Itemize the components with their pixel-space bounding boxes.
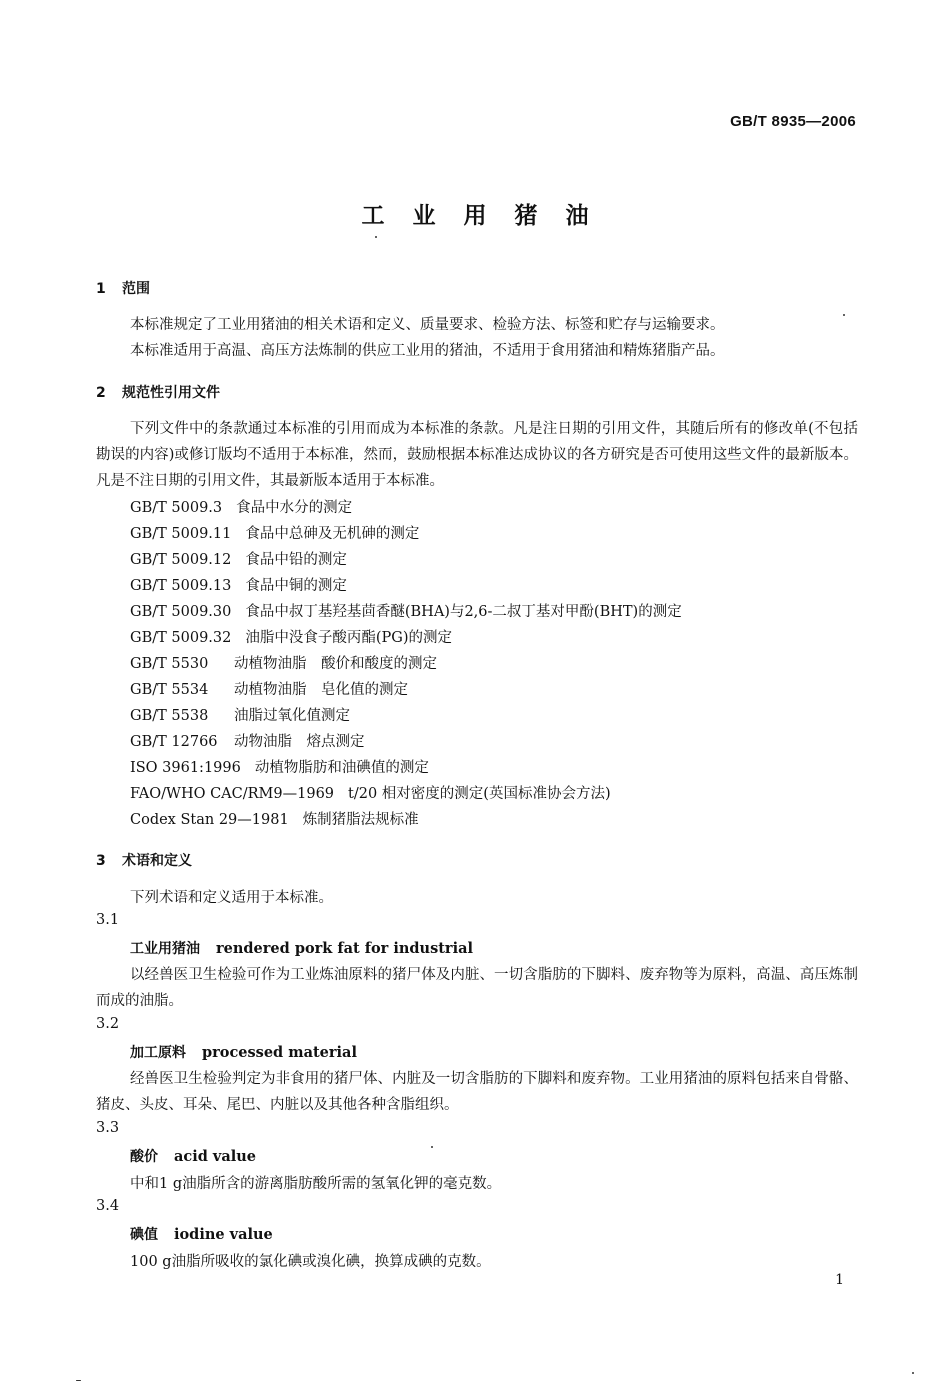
reference-item xyxy=(130,678,408,699)
section-title: 术语和定义 xyxy=(122,853,192,869)
section-number: 3 xyxy=(96,853,106,869)
term-definition: 以经兽医卫生检验可作为工业炼油原料的猪尸体及内脏、一切含脂肪的下脚料、废弃物等为原料，高温、高压炼制而成的油脂。 xyxy=(96,967,858,1009)
term-definition: 100 g油脂所吸收的氯化碘或溴化碘，换算成碘的克数。 xyxy=(130,1254,491,1270)
reference-item xyxy=(130,626,452,647)
term-english: rendered pork fat for industrial xyxy=(216,940,473,957)
reference-title: 食品中叔丁基羟基茴香醚(BHA)与2,6-二叔丁基对甲酚(BHT)的测定 xyxy=(245,604,682,620)
reference-item xyxy=(130,756,429,777)
reference-code: GB/T 5009.13 xyxy=(130,578,232,594)
section-3-heading xyxy=(96,850,192,870)
term-chinese: 工业用猪油 xyxy=(130,941,200,957)
scan-speck xyxy=(912,1372,914,1374)
reference-title: 食品中总砷及无机砷的测定 xyxy=(245,526,420,542)
reference-item xyxy=(130,808,419,829)
scope-paragraph-2: 本标准适用于高温、高压方法炼制的供应工业用的猪油，不适用于食用猪油和精炼猪脂产品。 xyxy=(130,343,725,359)
reference-code: Codex Stan 29—1981 xyxy=(130,812,289,828)
term-chinese: 加工原料 xyxy=(130,1045,186,1061)
reference-title: 食品中水分的测定 xyxy=(236,500,353,516)
reference-code: GB/T 12766 xyxy=(130,734,218,750)
clause-number: 3.2 xyxy=(96,1016,120,1032)
term-chinese: 酸价 xyxy=(130,1149,158,1165)
reference-item xyxy=(130,652,437,673)
reference-item xyxy=(130,782,611,803)
reference-code: FAO/WHO CAC/RM9—1969 xyxy=(130,786,335,802)
reference-title: 油脂过氧化值测定 xyxy=(234,708,350,724)
reference-title: 食品中铅的测定 xyxy=(245,552,347,568)
scan-speck xyxy=(431,1146,433,1148)
reference-item xyxy=(130,522,419,543)
term-english: processed material xyxy=(202,1044,357,1061)
terms-intro: 下列术语和定义适用于本标准。 xyxy=(130,890,333,906)
clause-number: 3.1 xyxy=(96,912,120,928)
reference-title: 动植物脂肪和油碘值的测定 xyxy=(254,760,429,776)
term-entry xyxy=(130,1146,256,1166)
reference-title: 动物油脂 熔点测定 xyxy=(234,734,365,750)
reference-title: 动植物油脂 酸价和酸度的测定 xyxy=(234,656,437,672)
term-definition: 经兽医卫生检验判定为非食用的猪尸体、内脏及一切含脂肪的下脚料和废弃物。工业用猪油的原料包括来自骨骼、猪皮、头皮、耳朵、尾巴、内脏以及其他各种含脂组织。 xyxy=(96,1071,858,1113)
section-1-heading xyxy=(96,278,150,298)
scan-speck xyxy=(76,1380,81,1381)
section-title: 规范性引用文件 xyxy=(122,385,220,401)
section-2-heading xyxy=(96,382,220,402)
page-number: 1 xyxy=(835,1272,844,1288)
reference-item xyxy=(130,548,347,569)
reference-code: GB/T 5009.12 xyxy=(130,552,232,568)
section-number: 1 xyxy=(96,281,106,297)
clause-number: 3.4 xyxy=(96,1198,120,1214)
references-intro: 下列文件中的条款通过本标准的引用而成为本标准的条款。凡是注日期的引用文件，其随后所有的修改单(不包括勘误的内容)或修订版均不适用于本标准，然而，鼓励根据本标准达成协议的各方研究是否可使用这些文件的最新版本。凡是不注日期的引用文件，其最新版本适用于本标准。 xyxy=(96,421,858,489)
reference-title: 油脂中没食子酸丙酯(PG)的测定 xyxy=(245,630,453,646)
reference-title: t/20 相对密度的测定(英国标准协会方法) xyxy=(348,786,611,802)
term-entry xyxy=(130,938,473,958)
term-entry xyxy=(130,1224,273,1244)
reference-item xyxy=(130,496,352,517)
reference-code: GB/T 5009.3 xyxy=(130,500,223,516)
reference-code: GB/T 5538 xyxy=(130,708,209,724)
section-title: 范围 xyxy=(122,281,150,297)
term-entry xyxy=(130,1042,357,1062)
reference-code: GB/T 5530 xyxy=(130,656,209,672)
standard-number: GB/T 8935—2006 xyxy=(730,113,856,130)
reference-item xyxy=(130,704,350,725)
term-english: acid value xyxy=(174,1148,257,1165)
scan-speck xyxy=(375,236,377,238)
document-title: 工业用猪油 xyxy=(361,203,617,229)
reference-code: ISO 3961:1996 xyxy=(130,760,241,776)
term-chinese: 碘值 xyxy=(130,1227,158,1243)
reference-item xyxy=(130,600,682,621)
scan-speck xyxy=(843,314,845,316)
reference-title: 动植物油脂 皂化值的测定 xyxy=(234,682,408,698)
reference-item xyxy=(130,574,347,595)
reference-code: GB/T 5009.11 xyxy=(130,526,232,542)
reference-title: 炼制猪脂法规标准 xyxy=(302,812,419,828)
term-english: iodine value xyxy=(174,1226,273,1243)
term-definition: 中和1 g油脂所含的游离脂肪酸所需的氢氧化钾的毫克数。 xyxy=(130,1176,502,1192)
clause-number: 3.3 xyxy=(96,1120,120,1136)
section-number: 2 xyxy=(96,385,106,401)
scope-paragraph-1: 本标准规定了工业用猪油的相关术语和定义、质量要求、检验方法、标签和贮存与运输要求。 xyxy=(130,317,725,333)
reference-code: GB/T 5009.30 xyxy=(130,604,232,620)
reference-title: 食品中铜的测定 xyxy=(245,578,347,594)
reference-item xyxy=(130,730,365,751)
reference-code: GB/T 5534 xyxy=(130,682,209,698)
reference-code: GB/T 5009.32 xyxy=(130,630,232,646)
